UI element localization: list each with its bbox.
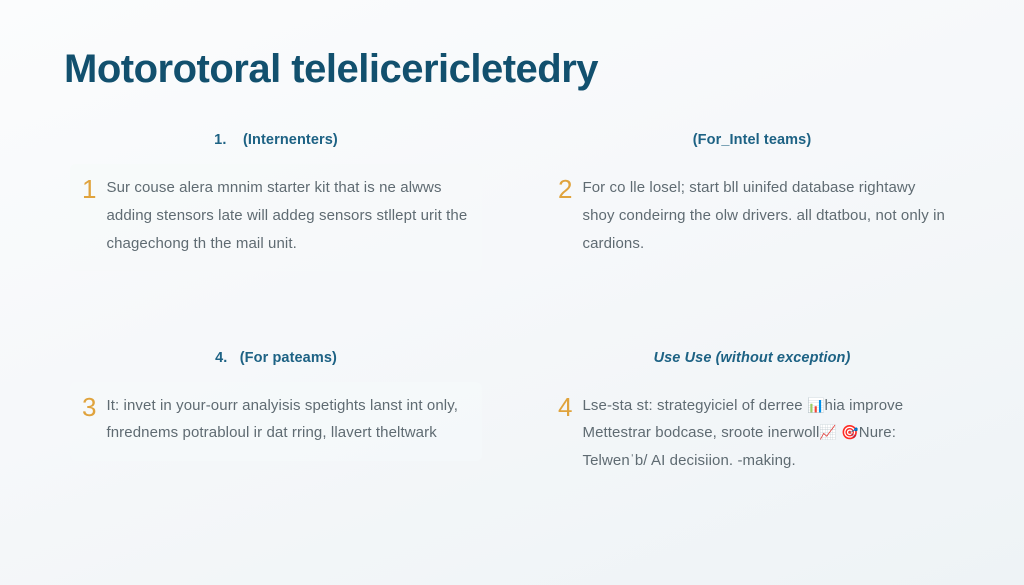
bullet-text-3: It: invet in your-ourr analyisis spetights lanst int only, fnrednems potrabloul ir dat rring, llavert theltwark bbox=[106, 396, 458, 442]
bullet-cell-4 bbox=[536, 338, 968, 546]
inline-emoji-icon: 📈 bbox=[819, 424, 837, 441]
bullet-text-4 bbox=[582, 392, 946, 475]
bullet-number-1: 1 bbox=[82, 174, 97, 204]
bullet-heading-label-4: Use Use (without exception) bbox=[653, 349, 851, 366]
bullet-grid bbox=[60, 120, 968, 545]
inline-text: Lse-sta st: strategyiciel of derree bbox=[582, 396, 807, 414]
bullet-heading-1 bbox=[70, 132, 482, 148]
bullet-number-4: 4 bbox=[558, 391, 573, 422]
inline-emoji-icon: 📊 bbox=[807, 396, 825, 413]
bullet-heading-number-3: 4. bbox=[215, 349, 228, 366]
page-title: Motorotoral telelicericletedry bbox=[64, 47, 599, 91]
bullet-cell-1 bbox=[60, 120, 492, 328]
bullet-heading-label-3: (For pateams) bbox=[239, 349, 337, 366]
bullet-heading-2 bbox=[546, 132, 958, 148]
bullet-heading-label-1: (Internenters) bbox=[242, 132, 338, 148]
bullet-text-2: For co lle losel; start bll uinifed database rightawy shoy condeirng the olw drivers. all dtatbou, not only in cardions. bbox=[582, 179, 945, 252]
bullet-heading-3 bbox=[70, 350, 482, 366]
bullet-heading-label-2: (For_Intel teams) bbox=[692, 132, 812, 148]
bullet-number-2: 2 bbox=[558, 174, 573, 204]
bullet-cell-2 bbox=[536, 120, 968, 328]
inline-text: hia improve Mettestrar bodcase, sroote inerwoll bbox=[582, 396, 904, 442]
inline-emoji-icon: 🎯 bbox=[841, 424, 859, 441]
bullet-body-4 bbox=[546, 382, 958, 489]
bullet-cell-3 bbox=[60, 338, 492, 546]
bullet-body-3 bbox=[70, 382, 482, 462]
inline-text: Nure: Telwenˈb/ AI decisiion. -making. bbox=[582, 424, 896, 469]
bullet-body-1 bbox=[70, 164, 482, 271]
bullet-body-2 bbox=[546, 164, 958, 271]
bullet-heading-number-1: 1. bbox=[214, 132, 227, 148]
bullet-text-1: Sur couse alera mnnim starter kit that is ne alwws adding stensors late will addeg sensors stllept urit the chagechong th the mail unit. bbox=[106, 179, 468, 252]
bullet-number-3: 3 bbox=[82, 391, 97, 422]
bullet-heading-4 bbox=[546, 350, 958, 366]
